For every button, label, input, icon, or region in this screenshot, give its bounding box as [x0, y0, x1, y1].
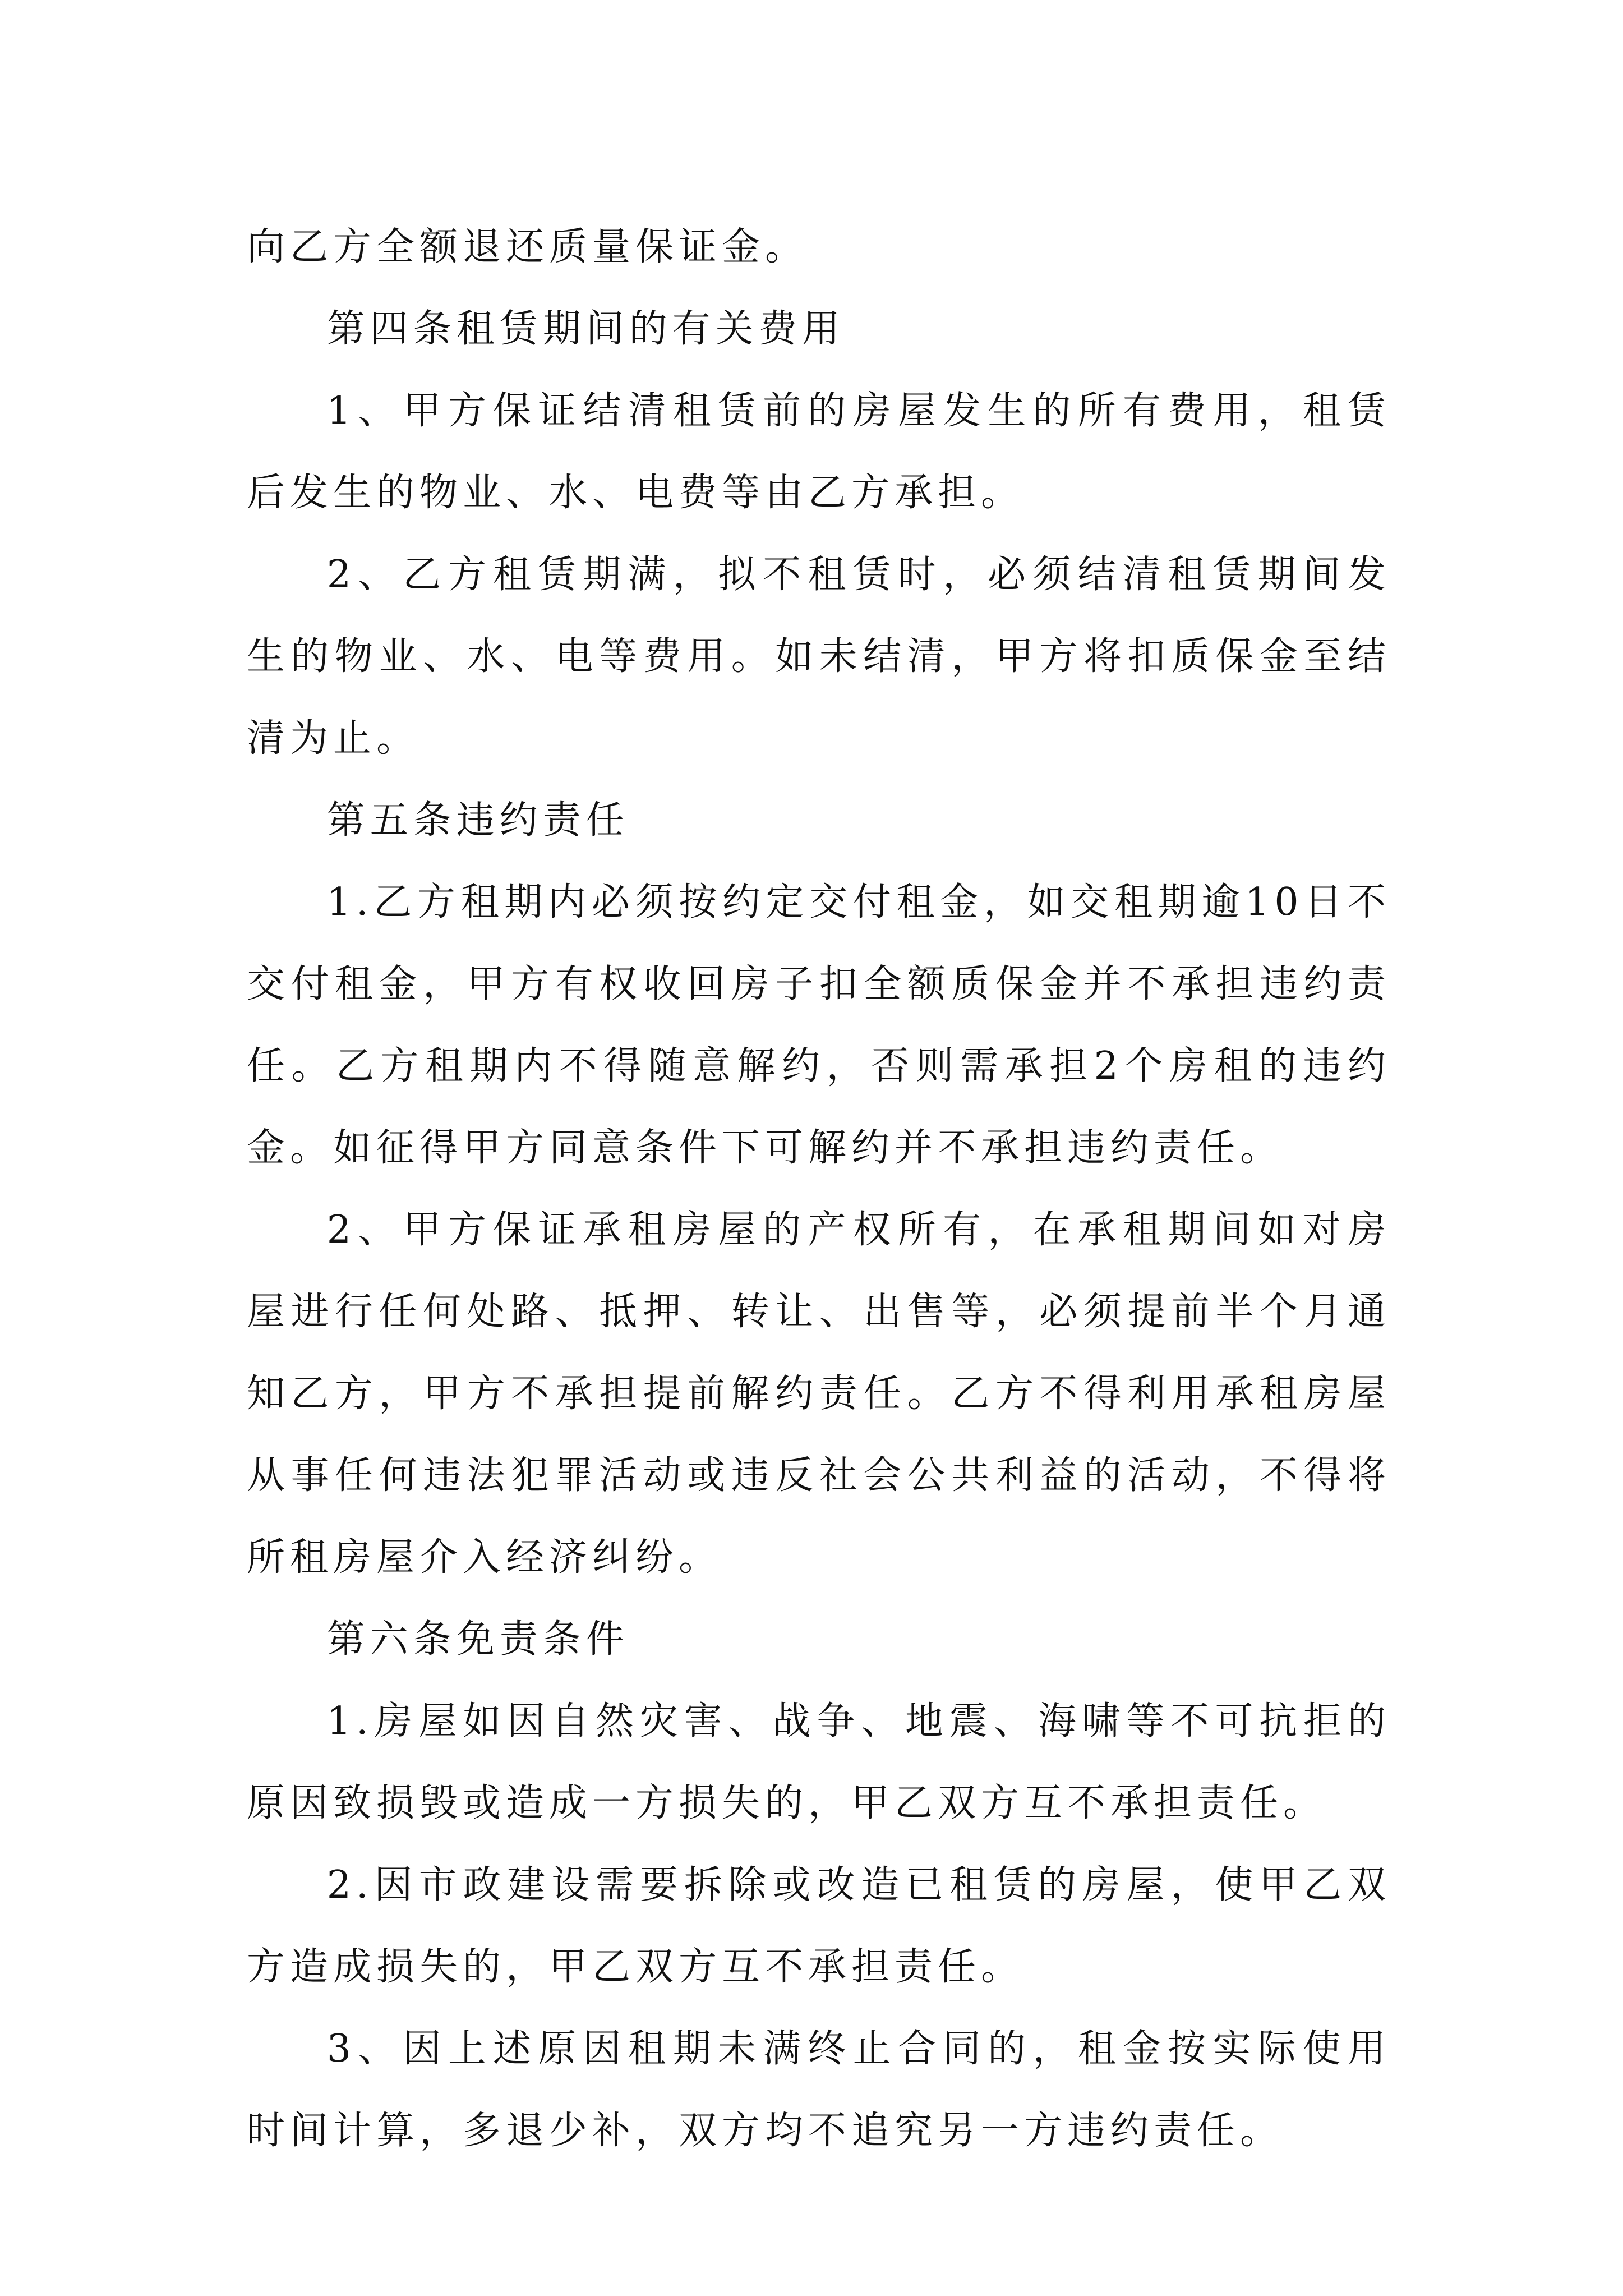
section-heading-article-5: 第五条违约责任 [326, 798, 629, 843]
paragraph-article-6-item-2: 2.因市政建设需要拆除或改造已租赁的房屋，使甲乙双方造成损失的，甲乙双方互不承担责任。 [247, 1863, 1391, 1989]
paragraph-article-5-item-1: 1.乙方租期内必须按约定交付租金，如交租期逾10日不交付租金，甲方有权收回房子扣全额质保金并不承担违约责任。乙方租期内不得随意解约，否则需承担2个房租的违约金。如征得甲方同意条件下可解约并不承担违约责任。 [247, 880, 1391, 1170]
paragraph-continuation: 向乙方全额退还质量保证金。 [247, 225, 809, 269]
paragraph-article-4-item-1: 1、甲方保证结清租赁前的房屋发生的所有费用，租赁后发生的物业、水、电费等由乙方承担。 [247, 389, 1391, 515]
paragraph-article-4-item-2: 2、乙方租赁期满，拟不租赁时，必须结清租赁期间发生的物业、水、电等费用。如未结清，甲方将扣质保金至结清为止。 [247, 553, 1391, 761]
paragraph-article-5-item-2: 2、甲方保证承租房屋的产权所有，在承租期间如对房屋进行任何处路、抵押、转让、出售等，必须提前半个月通知乙方，甲方不承担提前解约责任。乙方不得利用承租房屋从事任何违法犯罪活动或违反社会公共利益的活动，不得将所租房屋介入经济纠纷。 [247, 1208, 1391, 1580]
document-body [247, 206, 1391, 2172]
paragraph-article-6-item-3: 3、因上述原因租期未满终止合同的，租金按实际使用时间计算，多退少补，双方均不追究另一方违约责任。 [247, 2027, 1391, 2153]
section-heading-article-4: 第四条租赁期间的有关费用 [326, 307, 845, 351]
paragraph-article-6-item-1: 1.房屋如因自然灾害、战争、地震、海啸等不可抗拒的原因致损毁或造成一方损失的，甲乙双方互不承担责任。 [247, 1699, 1391, 1825]
section-heading-article-6: 第六条免责条件 [326, 1617, 629, 1662]
